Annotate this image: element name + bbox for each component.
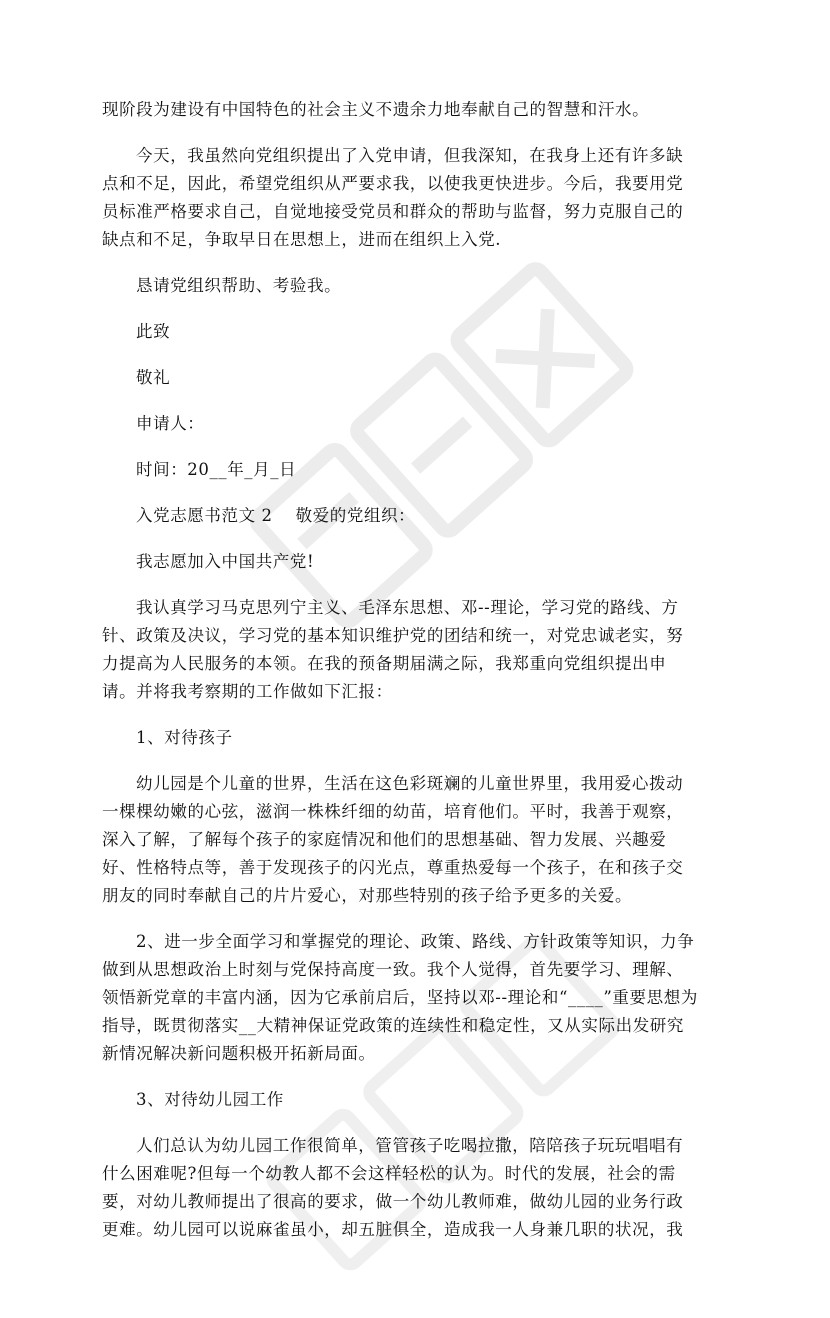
applicant-line xyxy=(102,410,732,438)
text-line: 1、对待孩子 xyxy=(136,728,233,747)
text-line: 缺点和不足，争取早日在思想上，进而在组织上入党. xyxy=(102,230,502,249)
text-line: 敬礼 xyxy=(136,368,171,387)
subheading-3 xyxy=(102,1086,732,1114)
text-line: 力提高为人民服务的本领。在我的预备期届满之际，我郑重向党组织提出申 xyxy=(102,654,667,673)
text-line: 申请人： xyxy=(136,414,205,433)
text-line: 此致 xyxy=(136,322,171,341)
paragraph-b13 xyxy=(102,928,732,1068)
text-line: 朋友的同时奉献自己的片片爱心，对那些特别的孩子给予更多的关爱。 xyxy=(102,886,633,905)
closing-salutation xyxy=(102,318,732,346)
text-line: 指导，既贯彻落实__大精神保证党政策的连续性和稳定性，又从实际出发研究 xyxy=(102,1016,684,1035)
text-line: 请。并将我考察期的工作做如下汇报： xyxy=(102,682,393,701)
paragraph-b2 xyxy=(102,142,732,254)
section-heading xyxy=(102,502,732,530)
paragraph-b10 xyxy=(102,594,732,706)
text-line: 今天，我虽然向党组织提出了入党申请，但我深知，在我身上还有许多缺 xyxy=(136,146,684,165)
text-line: 时间：20__年_月_日 xyxy=(136,460,297,479)
text-line: 什么困难呢?但每一个幼教人都不会这样轻松的认为。时代的发展，社会的需 xyxy=(102,1164,676,1183)
paragraph-b12 xyxy=(102,770,732,910)
date-line xyxy=(102,456,732,484)
text-line: 现阶段为建设有中国特色的社会主义不遗余力地奉献自己的智慧和汗水。 xyxy=(102,100,650,119)
text-line: 我认真学习马克思列宁主义、毛泽东思想、邓--理论，学习党的路线、方 xyxy=(136,598,679,617)
text-line: 员标准严格要求自己，自觉地接受党员和群众的帮助与监督，努力克服自己的 xyxy=(102,202,684,221)
text-line: 做到从思想政治上时刻与党保持高度一致。我个人觉得，首先要学习、理解、 xyxy=(102,960,684,979)
text-line: 领悟新党章的丰富内涵，因为它承前启后，坚持以邓--理论和“____”重要思想为 xyxy=(102,988,698,1007)
text-line: 3、对待幼儿园工作 xyxy=(136,1090,284,1109)
paragraph-b15 xyxy=(102,1132,732,1244)
text-line: 2、进一步全面学习和掌握党的理论、政策、路线、方针政策等知识，力争 xyxy=(136,932,695,951)
document-body xyxy=(102,96,732,1244)
subheading-1 xyxy=(102,724,732,752)
paragraph-b9 xyxy=(102,548,732,576)
text-line: 我志愿加入中国共产党! xyxy=(136,552,315,571)
text-line: 一棵棵幼嫩的心弦，滋润一株株纤细的幼苗，培育他们。平时，我善于观察， xyxy=(102,802,684,821)
paragraph-b1 xyxy=(102,96,732,124)
text-line: 好、性格特点等，善于发现孩子的闪光点，尊重热爱每一个孩子，在和孩子交 xyxy=(102,858,684,877)
text-line: 点和不足，因此，希望党组织从严要求我，以使我更快进步。今后，我要用党 xyxy=(102,174,684,193)
text-line: 人们总认为幼儿园工作很简单，管管孩子吃喝拉撒，陪陪孩子玩玩唱唱有 xyxy=(136,1136,684,1155)
closing-respect xyxy=(102,364,732,392)
text-line: 要，对幼儿教师提出了很高的要求，做一个幼儿教师难，做幼儿园的业务行政 xyxy=(102,1192,684,1211)
text-line: 幼儿园是个儿童的世界，生活在这色彩斑斓的儿童世界里，我用爱心拨动 xyxy=(136,774,684,793)
text-line: 更难。幼儿园可以说麻雀虽小，却五脏俱全，造成我一人身兼几职的状况，我 xyxy=(102,1220,684,1239)
text-line: 入党志愿书范文 2 敬爱的党组织： xyxy=(136,506,416,525)
text-line: 新情况解决新问题积极开拓新局面。 xyxy=(102,1044,376,1063)
text-line: 深入了解，了解每个孩子的家庭情况和他们的思想基础、智力发展、兴趣爱 xyxy=(102,830,667,849)
text-line: 针、政策及决议，学习党的基本知识维护党的团结和统一，对党忠诚老实，努 xyxy=(102,626,684,645)
text-line: 恳请党组织帮助、考验我。 xyxy=(136,276,342,295)
paragraph-b3 xyxy=(102,272,732,300)
